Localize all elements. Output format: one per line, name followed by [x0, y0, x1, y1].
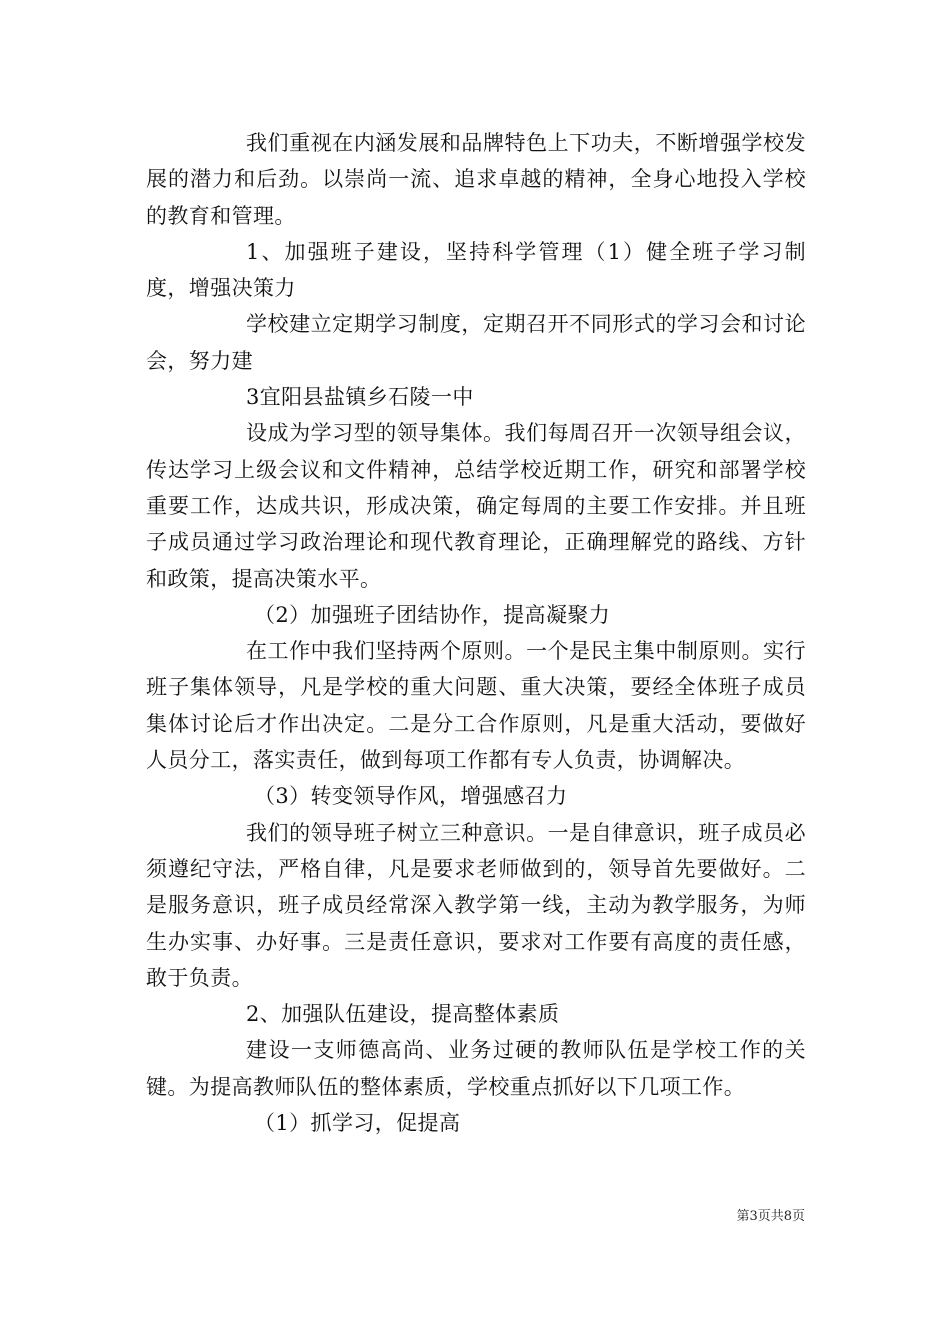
subheading-1b: （1）抓学习，促提高	[254, 1111, 461, 1136]
document-body	[146, 125, 806, 1141]
paragraph-1: 我们重视在内涵发展和品牌特色上下功夫，不断增强学校发展的潜力和后劲。以崇尚一流、追求卓越的精神，全身心地投入学校的教育和管理。	[146, 131, 806, 228]
section-heading-1: 1、加强班子建设，坚持科学管理（1）健全班子学习制度，增强决策力	[146, 239, 806, 301]
paragraph-3: 设成为学习型的领导集体。我们每周召开一次领导组会议，传达学习上级会议和文件精神，总结学校近期工作，研究和部署学校重要工作，达成共识，形成决策，确定每周的主要工作安排。并且班子成员通过学习政治理论和现代教育理论，正确理解党的路线、方针和政策，提高决策水平。	[146, 421, 806, 591]
school-name-line: 3宜阳县盐镇乡石陵一中	[246, 385, 474, 410]
section-heading-2: 2、加强队伍建设，提高整体素质	[246, 1002, 560, 1027]
subheading-3: （3）转变领导作风，增强感召力	[254, 784, 568, 809]
paragraph-6: 建设一支师德高尚、业务过硬的教师队伍是学校工作的关键。为提高教师队伍的整体素质，学校重点抓好以下几项工作。	[146, 1038, 806, 1099]
paragraph-4: 在工作中我们坚持两个原则。一个是民主集中制原则。实行班子集体领导，凡是学校的重大问题、重大决策，要经全体班子成员集体讨论后才作出决定。二是分工合作原则，凡是重大活动，要做好人员分工，落实责任，做到每项工作都有专人负责，协调解决。	[146, 639, 806, 773]
subheading-2: （2）加强班子团结协作，提高凝聚力	[254, 602, 611, 627]
paragraph-2: 学校建立定期学习制度，定期召开不同形式的学习会和讨论会，努力建	[146, 312, 806, 373]
paragraph-5: 我们的领导班子树立三种意识。一是自律意识，班子成员必须遵纪守法，严格自律，凡是要求老师做到的，领导首先要做好。二是服务意识，班子成员经常深入教学第一线，主动为教学服务，为师生办实事、办好事。三是责任意识，要求对工作要有高度的责任感，敢于负责。	[146, 820, 806, 990]
page-number-footer: 第3页共8页	[736, 1209, 805, 1224]
